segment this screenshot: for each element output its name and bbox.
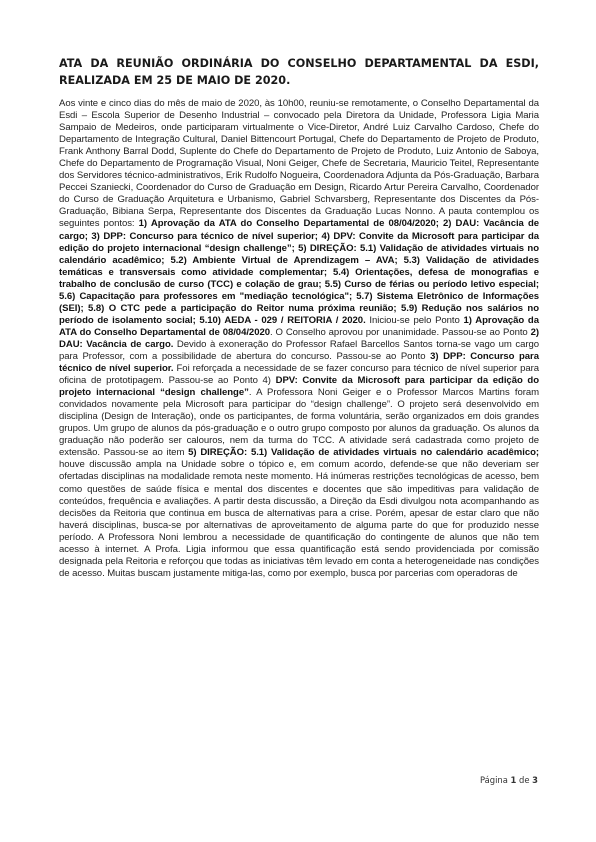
body-segment-bold: 5) DIREÇÃO: 5.1) Validação de atividades virtuais no calendário acadêmico; <box>188 447 540 459</box>
body-segment: Iniciou-se pelo Ponto <box>365 314 464 326</box>
body-segment: . O Conselho aprovou por unanimidade. Passou-se ao Ponto <box>269 326 531 338</box>
body-segment: . A Professora Noni Geiger e o Professor Marcos Martins foram convidados novamente pela Microsoft para participar do “design challenge”. O projeto será desenvolvido em disciplina (Design de Interação), onde os participantes, de forma voluntária, serão organizados em dois grandes grupos. Um grupo de alunos da pós-graduação e o outro grupo composto por alunos da graduação. Os alunos da graduação não poderão ser calouros, nem da turma do TCC. A atividade será cadastrada como projeto de extensão. Passou-se ao item <box>59 387 539 459</box>
body-segment: Devido à exoneração do Professor Rafael Barcellos Santos torna-se vago um cargo para Professor, com a possibilidade de abertura do concurso. Passou-se ao Ponto <box>59 338 539 362</box>
body-segment-bold: 1) Aprovação da ATA do Conselho Departamental de 08/04/2020 <box>59 314 539 338</box>
page-number-prefix: Página <box>479 775 511 785</box>
page-number <box>480 775 538 785</box>
body-segment-bold: 3) DPP: Concurso para técnico de nível superior. <box>59 350 539 375</box>
document-title: ATA DA REUNIÃO ORDINÁRIA DO CONSELHO DEPARTAMENTAL DA ESDI, REALIZADA EM 25 DE MAIO DE 2020. <box>59 57 539 87</box>
body-segment-bold: 1) Aprovação da ATA do Conselho Departamental de 08/04/2020; 2) DAU: Vacância de cargo; 3) DPP: Concurso para técnico de nível superior; 4) DPV: Convite da Microsoft para participar da edição do projeto internacional “design challenge”; 5) DIREÇÃO: 5.1) Validação de atividades virtuais no calendário acadêmico; 5.2) Ambiente Virtual de Aprendizagem – AVA; 5.3) Validação de atividades temáticas e transversais como atividade complementar; 5.4) Orientações, defesa de monografias e trabalho de conclusão de curso (TCC) e colação de grau; 5.5) Curso de férias ou período letivo especial; 5.6) Capacitação para professores em "mediação tecnológica"; 5.7) Sistema Eletrônico de Informações (SEI); 5.8) O CTC pede a participação do Reitor numa próxima reunião; 5.9) Redução nos salários no período de isolamento social; 5.10) AEDA - 029 / REITORIA / 2020. <box>59 218 539 326</box>
body-segment: Foi reforçada a necessidade de se fazer concurso para técnico de nível superior para oficina de prototipagem. Passou-se ao Ponto 4) <box>59 363 539 387</box>
page-number-middle: de <box>516 775 533 785</box>
body-segment-bold: 2) DAU: Vacância de cargo. <box>59 326 540 350</box>
page-number-total: 3 <box>532 775 538 785</box>
body-segment: houve discussão ampla na Unidade sobre o tópico e, em comum acordo, defende-se que não deveriam ser ofertadas disciplinas na modalidade remota neste momento. Há inúmeras restrições tecnológicas de acesso, bem como questões de saúde física e mental dos discentes e docentes que são impeditivas para validação de conteúdos, frequência e avaliações. A partir desta discussão, a Direção da Esdi divulgou nota acompanhando as decisões da Reitoria que continua em busca de alternativas para a crise. Porém, apesar de estar claro que não haverá disciplinas, busca-se por alternativas de aproveitamento de alguma parte do que for produzido nesse período. A Professora Noni lembrou a necessidade de quantificação do contingente de alunos que não tem acesso à internet. A Profa. Ligia informou que essa quantificação está sendo providenciada por comissão designada pela Reitoria e reforçou que todas as iniciativas têm levado em conta a heterogeneidade nas condições de acesso. Muitas buscam justamente mitiga-las, como por exemplo, busca por parcerias com operadoras de <box>59 459 539 579</box>
body-segment-bold: DPV: Convite da Microsoft para participar da edição do projeto internacional “design challenge” <box>59 375 539 399</box>
body-segment: Aos vinte e cinco dias do mês de maio de 2020, às 10h00, reuniu-se remotamente, o Conselho Departamental da Esdi – Escola Superior de Desenho Industrial – convocado pela Diretora da Unidade, Professora Ligia Maria Sampaio de Medeiros, onde participaram virtualmente o Vice-Diretor, André Luiz Carvalho Cardoso, Chefe do Departamento de Integração Cultural, Daniel Bittencourt Portugal, Chefe do Departamento de Projeto de Produto, Frank Anthony Barral Dodd, Suplente do Chefe do Departamento de Projeto de Produto, Luiz Antonio de Saboya, Chefe do Departamento de Programação Visual, Noni Geiger, Chefe de Secretaria, Mauricio Teitel, Representante dos Servidores técnico-administrativos, Erik Rudolfo Nogueira, Coordenadora Adjunta da Pós-Graduação, Barbara Peccei Szaniecki, Coordenador do Curso de Graduação em Design, Ricardo Artur Pereira Carvalho, Coordenador do Curso de Graduação Arquitetura e Urbanismo, Gabriel Schvarsberg, Representante dos Discentes da Pós-Graduação, Bibiana Serpa, Representante dos Discentes da Graduação Lucas Nonno. A pauta contemplou os seguintes pontos: <box>59 98 539 230</box>
page-number-current: 1 <box>510 775 517 785</box>
document-body <box>59 98 539 580</box>
